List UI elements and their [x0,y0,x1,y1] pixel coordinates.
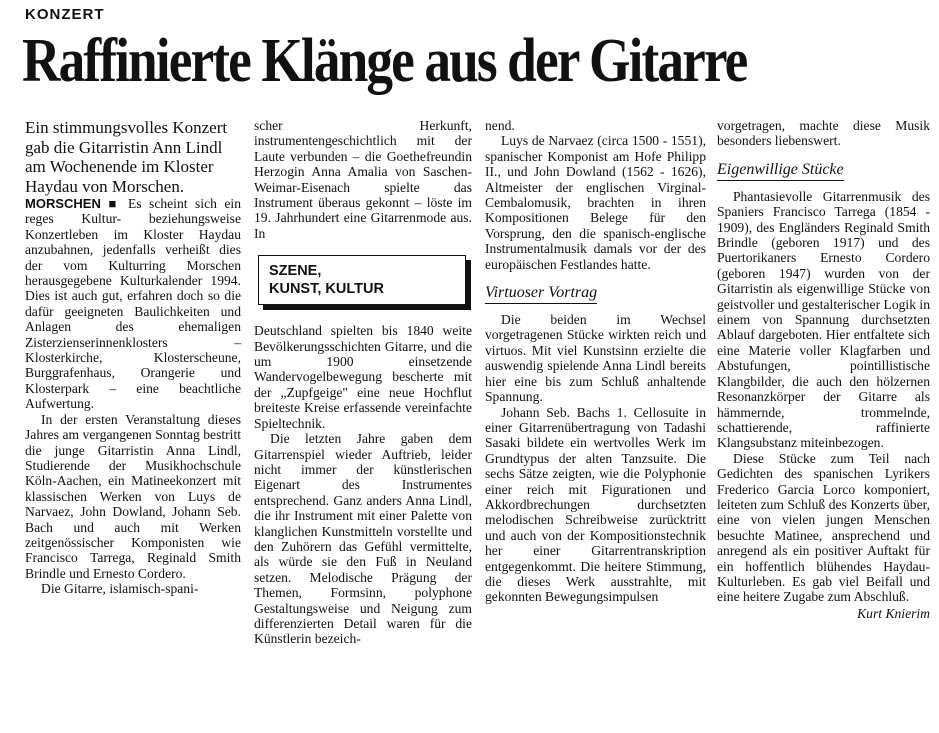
column-3 [485,118,706,605]
subheading-eigenwillige-stuecke: Eigenwillige Stücke [717,161,844,181]
paragraph-12: Phantasievolle Gitarrenmusik des Spaniers Francisco Tarrega (1854 - 1909), des Engländers Reginald Smith Brindle (geboren 1917) und des Puertorikaners Ernesto Cordero (geboren 1947) wurden von der Gitarristin als eigenwillige Stücke von geistvoller und gestalterischer Logik in einem von Spannung durchsetzten Ablauf dargeboten. Hier entfaltete sich eine Materie voller Klagfarben und Abstufungen, pointillistische Klangbilder, die auch den hölzernen Resonanzkörper der Gitarre als hämmernde, trommelnde, schattierende, raffinierte Klangsubstanz miteinbezogen. [717,188,930,451]
paragraph-10: Johann Seb. Bachs 1. Cellosuite in einer Gitarrenübertragung von Tadashi Sasaki bildete ein wertvolles Werk im Grundtypus der alten Tanzsuite. Die sechs Sätze zeigten, wie die Polyphonie einer reich mit Figurationen und Akkordbrechungen durchsetzten melodischen Schreibweise zurücktritt und auch von der Kompositionstechnik her einer Gitarrentranskription entgegenkommt. Die heitere Stimmung, die dieses Werk ausstrahlte, mit gekonnten Bewegungsimpulsen [485,404,706,605]
article-headline: Raffinierte Klänge aus der Gitarre [22,27,747,95]
author-byline: Kurt Knierim [857,605,930,621]
paragraph-8: Luys de Narvaez (circa 1500 - 1551), spanischer Komponist am Hofe Philipp II., und John Dowland (1562 - 1626), Altmeister der englischen Virginal-Cembalomusik, brachten in ihren Kompositionen Belege für den Vorsprung, den die spanisch-englische Instrumentalmusik damals vor der des europäischen Festlandes hatte. [485,133,706,272]
column-4 [717,118,930,621]
paragraph-13: Diese Stücke zum Teil nach Gedichten des spanischen Lyrikers Frederico Garcia Lorco komponiert, leiteten zum Schluß des Konzerts über, eine von vielen jungen Menschen besuchte Matinee, ansprechend und anregend als ein positiver Auftakt für ein hoffentlich blühendes Haydau-Kulturleben. Es gab viel Beifall und eine heitere Zugabe zum Abschluß. [717,450,930,605]
paragraph-4: scher Herkunft, instrumentengeschichtlich mit der Laute verbunden – die Goethefreundin Herzogin Anna Amalia von Saschen-Weimar-Eisenach spielte das Instrument überaus gekonnt – löste im 19. Jahrhundert eine Gitarrenmode aus. In [254,118,472,241]
article-lead: Ein stimmungsvolles Konzert gab die Gitarristin Ann Lindl am Wochenende im Kloster Haydau von Morschen. [25,118,228,196]
paragraph-7: nend. [485,118,515,133]
paragraph-3: Die Gitarre, islamisch-spani- [41,581,199,597]
rubric-line-1: SZENE, [269,263,322,280]
rubric-line-2: KUNST, KULTUR [269,281,384,298]
subheading-virtuoser-vortrag: Virtuoser Vortrag [485,284,597,304]
column-2 [254,118,472,647]
section-kicker: KONZERT [25,6,105,23]
rubric-box [258,255,466,305]
column-1 [25,118,241,597]
paragraph-6: Die letzten Jahre gaben dem Gitarrenspiel wieder Auftrieb, leider nicht immer der künstlerischen Eigenart des Instrumentes entsprechend. Ganz anders Anna Lindl, die ihr Instrument mit einer Palette von klanglichen Kunstmitteln vorstellte und den Zuhörern das Gefühl vermittelte, als würde sie den Fuß in Neuland setzen. Melodische Prägung der Themen, Formsinn, polyphone Gestaltungsweise und Neigung zum differenzierten Detail waren für die Künstlerin bezeich- [254,431,472,647]
paragraph-11: vorgetragen, machte diese Musik besonders liebenswert. [717,118,930,149]
paragraph-2: In der ersten Veranstaltung dieses Jahres am vergangenen Sonntag bestritt die junge Gitarristin Anna Lindl, Studierende der Musikhochschule Köln-Aachen, ein Matineekonzert mit klassischen Werken von Luys de Narvaez, John Dowland, Johann Seb. Bach und auch mit Werken zeitgenössischer Komponisten wie Francisco Tarrega, Reginald Smith Brindle und Ernesto Cordero. [25,411,241,581]
paragraph-1-text: Es scheint sich ein reges Kultur- beziehungsweise Konzertleben im Kloster Haydau anzubahnen, jedenfalls verheißt dies der vom Kulturring Morschen herausgegebene Kulturkalender 1994. Dies ist auch gut, erfahren doch so die dafür geeigneten Baulichkeiten und Anlagen des ehemaligen Zisterzienserinnenklosters – Klosterkirche, Klosterscheune, Burggrafenhaus, Orangerie und Klosterpark – eine beachtliche Aufwertung. [25,196,241,412]
paragraph-1 [25,196,241,412]
paragraph-9: Die beiden im Wechsel vorgetragenen Stücke wirkten reich und virtuos. Mit viel Kunstsinn erzielte die auswendig spielende Anna Lindl bereits hier eine bis zum Schluß anhaltende Spannung. [485,312,706,405]
paragraph-5: Deutschland spielten bis 1840 weite Bevölkerungsschichten Gitarre, und die um 1900 einsetzende Wandervogelbewegung bescherte mit der „Zupfgeige" eine neue Hochflut breiteste Kreise erfassende vereinfachte Spieltechnik. [254,323,472,431]
dateline: MORSCHEN ■ [25,196,121,211]
